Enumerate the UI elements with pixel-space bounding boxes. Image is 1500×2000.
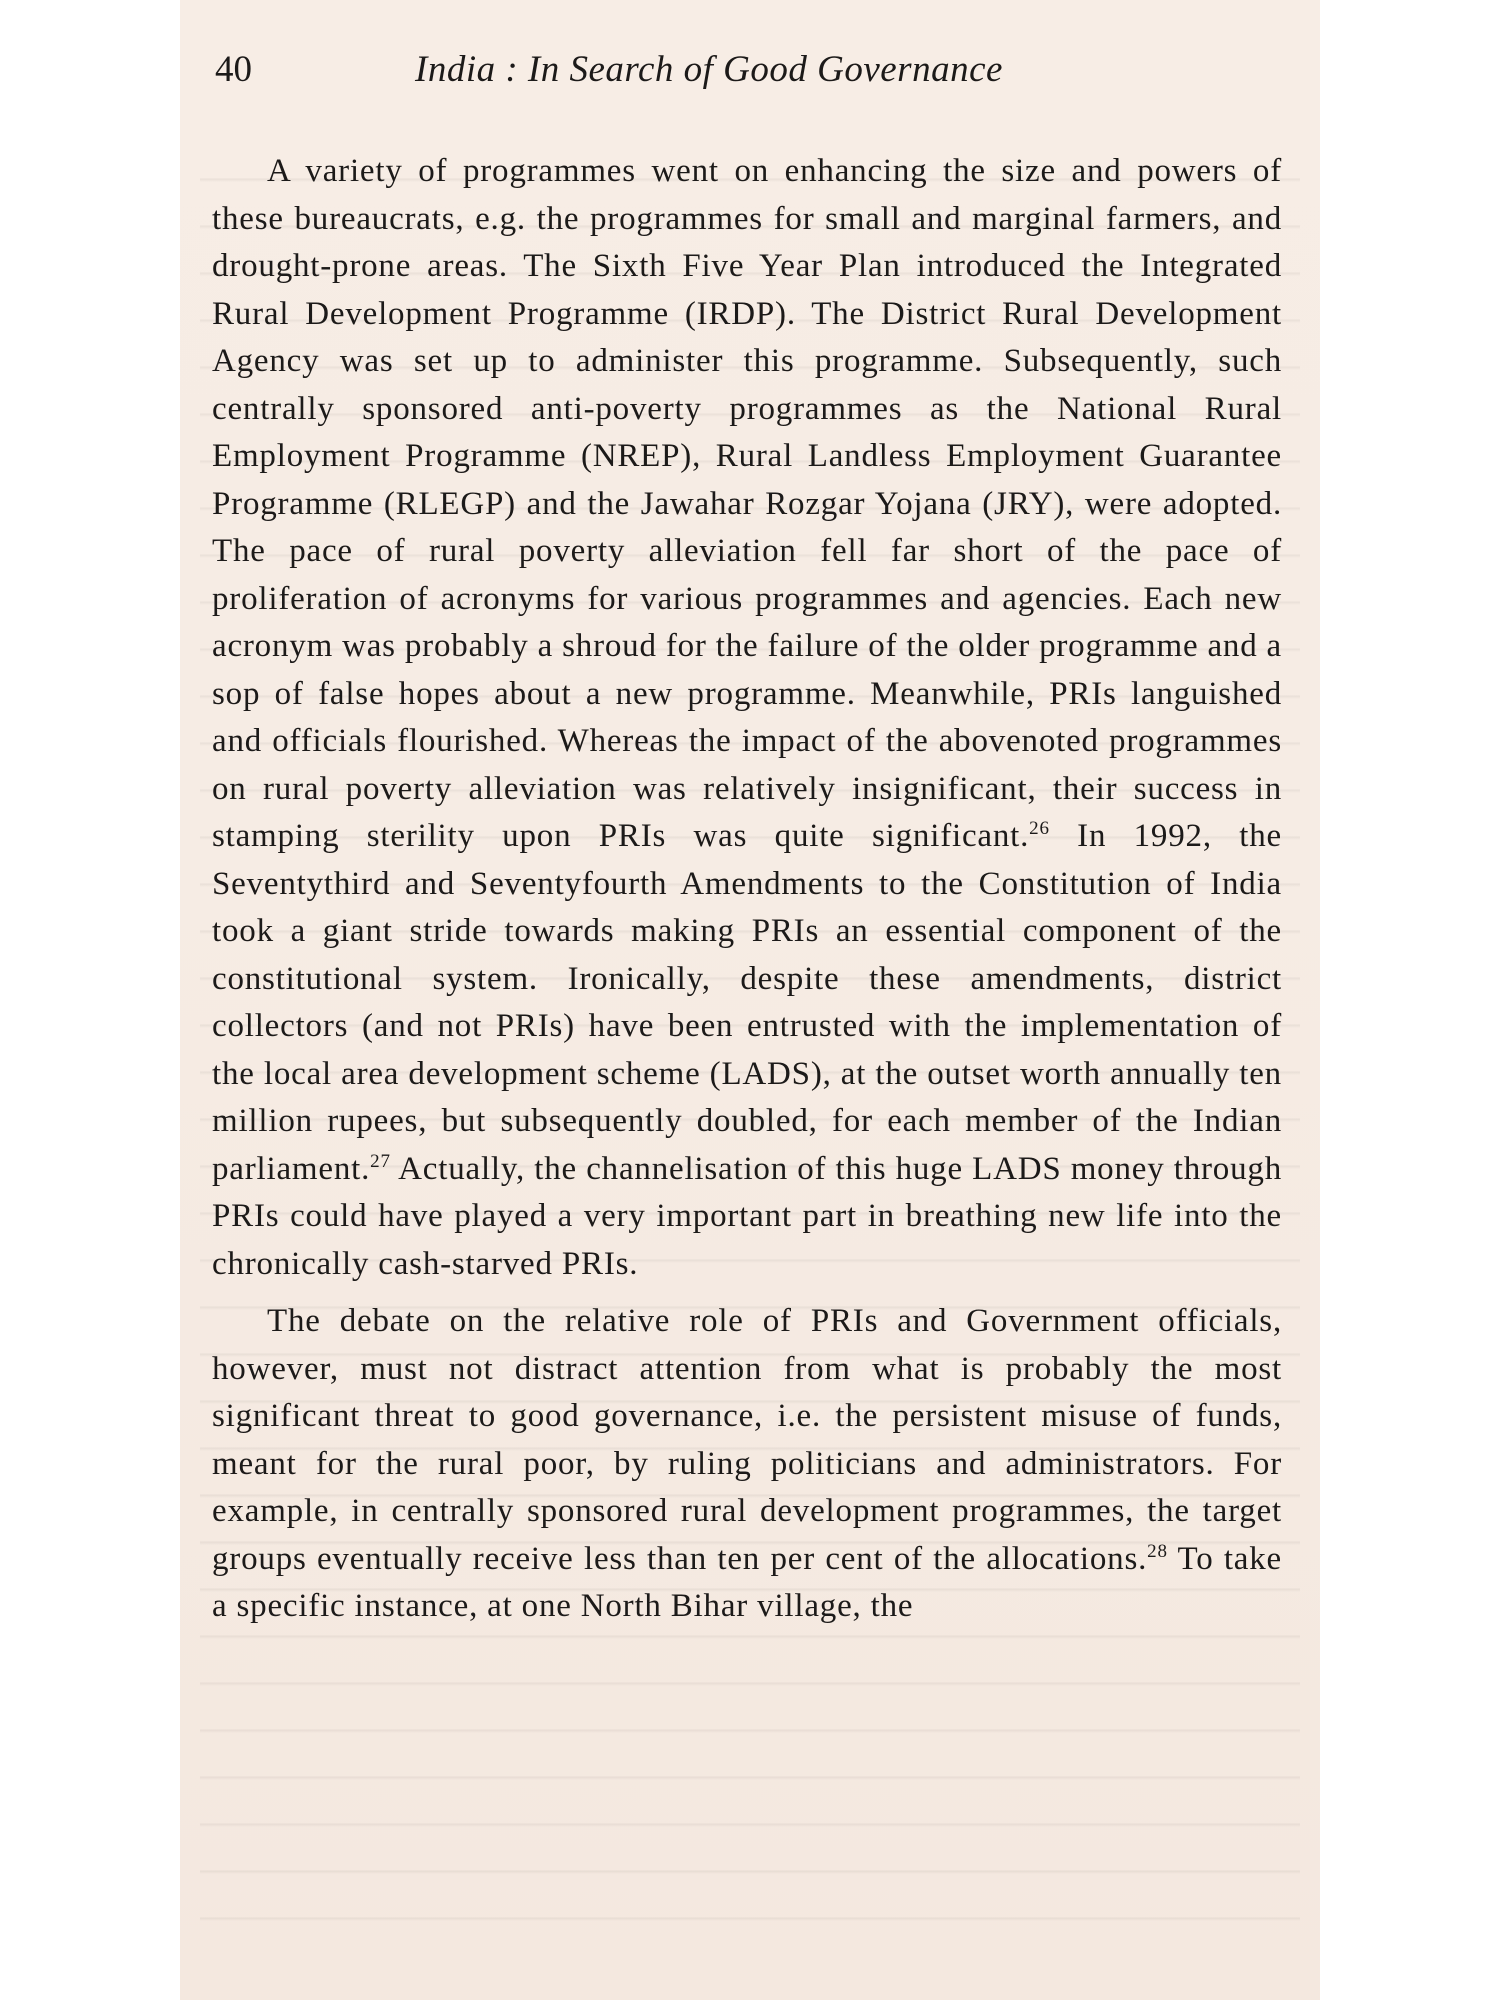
footnote-reference: 28	[1147, 1540, 1168, 1562]
body-text	[212, 148, 1282, 1641]
page-number: 40	[215, 49, 252, 90]
paragraph-text: To take a specific instance, at one North Bihar village, the	[212, 1540, 1282, 1624]
running-title: India : In Search of Good Governance	[415, 49, 1003, 90]
paragraph-text: In 1992, the Seventythird and Seventyfourth Amendments to the Constitution of India took a giant stride towards making PRIs an essential component of the constitutional system. Ironically, despite these amendments, district collectors (and not PRIs) have been entrusted with the implementation of the local area development scheme (LADS), at the outset worth annually ten million rupees, but subsequently doubled, for each member of the Indian parliament.	[212, 818, 1282, 1187]
paragraph	[212, 1298, 1282, 1631]
paragraph-text: A variety of programmes went on enhancing the size and powers of these bureaucrats, e.g. the programmes for small and marginal farmers, and drought-prone areas. The Sixth Five Year Plan introduced the Integrated Rural Development Programme (IRDP). The District Rural Development Agency was set up to administer this programme. Subsequently, such centrally sponsored anti-poverty programmes as the National Rural Employment Programme (NREP), Rural Landless Employment Guarantee Programme (RLEGP) and the Jawahar Rozgar Yojana (JRY), were adopted. The pace of rural poverty alleviation fell far short of the pace of proliferation of acronyms for various programmes and agencies. Each new acronym was probably a shroud for the failure of the older programme and a sop of false hopes about a new programme. Meanwhile, PRIs languished and officials flourished. Whereas the impact of the abovenoted programmes on rural poverty alleviation was relatively insignificant, their success in stamping sterility upon PRIs was quite significant.	[212, 153, 1282, 854]
footnote-reference: 27	[370, 1150, 391, 1172]
page-header	[215, 40, 1305, 100]
paragraph-text: The debate on the relative role of PRIs and Government officials, however, must not distract attention from what is probably the most significant threat to good governance, i.e. the persistent misuse of funds, meant for the rural poor, by ruling politicians and administrators. For example, in centrally sponsored rural development programmes, the target groups eventually receive less than ten per cent of the allocations.	[212, 1303, 1282, 1577]
footnote-reference: 26	[1029, 818, 1050, 839]
paragraph	[212, 148, 1282, 1288]
paragraph-text: Actually, the channelisation of this huge LADS money through PRIs could have played a very important part in breathing new life into the chronically cash-starved PRIs.	[212, 1150, 1282, 1282]
book-page	[200, 30, 1300, 1970]
